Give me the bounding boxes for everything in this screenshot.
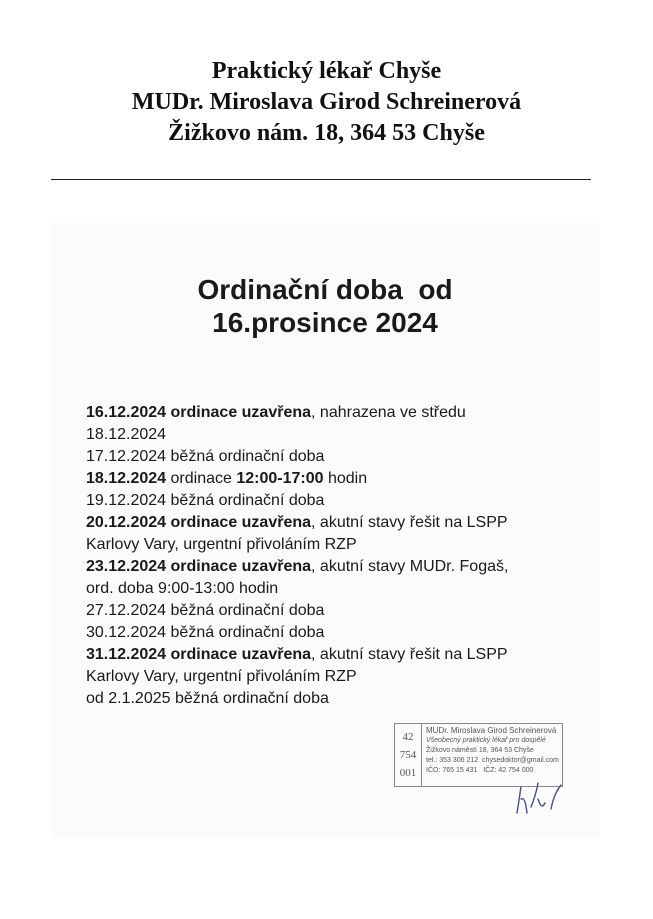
schedule-line-bold: 31.12.2024 ordinace uzavřena	[86, 646, 312, 663]
stamp-subtitle: Všeobecný praktický lékař pro dospělé	[426, 737, 546, 744]
header-divider	[51, 179, 591, 180]
schedule-line-text: Karlovy Vary, urgentní přivoláním RZP	[86, 536, 357, 553]
schedule-line-bold: 23.12.2024 ordinace uzavřena	[86, 558, 312, 575]
stamp-email: chysedoktor@gmail.com	[482, 757, 559, 764]
practice-header	[0, 56, 653, 149]
schedule-line	[86, 534, 586, 556]
schedule-line-bold: 20.12.2024 ordinace uzavřena	[86, 514, 312, 531]
schedule-line-text: ordinace	[166, 470, 237, 487]
schedule-line	[86, 688, 586, 710]
schedule-line-text: 30.12.2024 běžná ordinační doba	[86, 624, 325, 641]
stamp-text	[426, 726, 560, 776]
schedule-line	[86, 600, 586, 622]
signature	[511, 779, 571, 819]
notice-title-line1: Ordinační doba od	[197, 274, 453, 305]
notice-title-line2: 16.prosince 2024	[212, 307, 438, 338]
practice-address: Žižkovo nám. 18, 364 53 Chyše	[168, 120, 485, 146]
schedule-line	[86, 622, 586, 644]
schedule-line-text: , akutní stavy řešit na LSPP	[311, 514, 508, 531]
stamp-address: Žižkovo náměstí 18, 364 53 Chyše	[426, 747, 534, 754]
doctor-name: MUDr. Miroslava Girod Schreinerová	[131, 89, 522, 115]
stamp-number	[395, 724, 422, 786]
stamp-contact	[426, 756, 560, 766]
schedule-line	[86, 402, 586, 424]
schedule-line	[86, 468, 586, 490]
schedule-line-text: 17.12.2024 běžná ordinační doba	[86, 448, 325, 465]
schedule-line-text: 27.12.2024 běžná ordinační doba	[86, 602, 325, 619]
schedule-line-bold: 12:00-17:00	[236, 470, 324, 487]
schedule-line-text: ord. doba 9:00-13:00 hodin	[86, 580, 279, 597]
stamp-number-line: 42	[402, 731, 414, 743]
schedule-line	[86, 644, 586, 666]
scanned-notice	[51, 223, 599, 838]
schedule-list	[86, 402, 586, 710]
schedule-line	[86, 446, 586, 468]
schedule-line	[86, 424, 586, 446]
schedule-line-text: hodin	[323, 470, 368, 487]
stamp-name: MUDr. Miroslava Girod Schreinerová	[426, 726, 557, 735]
doctor-stamp	[394, 723, 563, 787]
schedule-line-text: , akutní stavy řešit na LSPP	[311, 646, 508, 663]
schedule-line-text: 18.12.2024	[86, 426, 167, 443]
schedule-line	[86, 578, 586, 600]
notice-title	[51, 273, 599, 339]
schedule-line-text: , akutní stavy MUDr. Fogaš,	[311, 558, 509, 575]
stamp-icz: IČZ: 42 754 000	[483, 767, 534, 774]
stamp-number-line: 754	[399, 749, 417, 761]
stamp-number-line: 001	[399, 767, 417, 779]
schedule-line	[86, 490, 586, 512]
schedule-line-text: , nahrazena ve středu	[311, 404, 466, 421]
schedule-line-bold: 18.12.2024	[86, 470, 167, 487]
schedule-line-text: 19.12.2024 běžná ordinační doba	[86, 492, 325, 509]
schedule-line-bold: 16.12.2024 ordinace uzavřena	[86, 404, 312, 421]
schedule-line-text: od 2.1.2025 běžná ordinační doba	[86, 690, 329, 707]
schedule-line-text: Karlovy Vary, urgentní přivoláním RZP	[86, 668, 357, 685]
stamp-ico: IČO: 765 15 431	[426, 767, 478, 774]
stamp-phone: tel.: 353 306 212	[426, 757, 479, 764]
schedule-line	[86, 556, 586, 578]
stamp-ids	[426, 766, 560, 776]
practice-name: Praktický lékař Chyše	[211, 58, 442, 84]
schedule-line	[86, 512, 586, 534]
schedule-line	[86, 666, 586, 688]
